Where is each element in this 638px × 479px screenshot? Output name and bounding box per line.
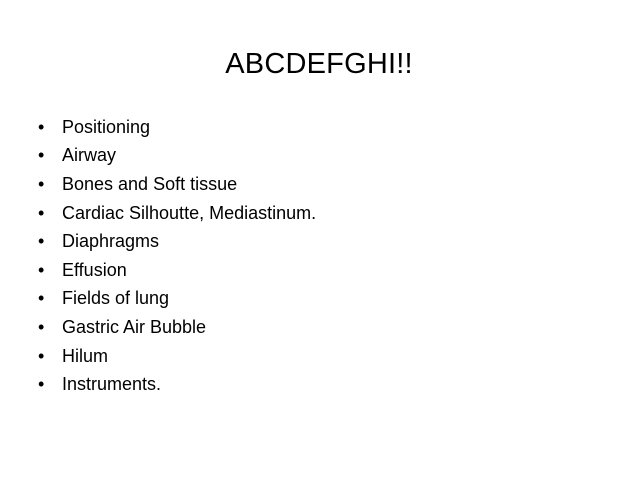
list-item-text: Positioning — [62, 116, 151, 137]
list-item — [38, 113, 316, 142]
bullet-icon: • — [38, 173, 45, 194]
bullet-icon: • — [38, 202, 45, 223]
list-item — [38, 227, 316, 256]
list-item-text: Diaphragms — [62, 231, 160, 252]
bullet-icon: • — [38, 116, 45, 137]
list-item-text: Bones and Soft tissue — [62, 173, 238, 194]
list-item-text: Cardiac Silhoutte, Mediastinum. — [62, 202, 317, 223]
bullet-icon: • — [38, 259, 45, 280]
list-item-text: Hilum — [62, 345, 109, 366]
slide-title: ABCDEFGHI!! — [225, 48, 413, 80]
list-item — [38, 342, 316, 371]
bullet-icon: • — [38, 231, 45, 252]
list-item-text: Effusion — [62, 259, 127, 280]
list-item — [38, 199, 316, 228]
bullet-icon: • — [38, 316, 45, 337]
list-item-text: Airway — [62, 145, 117, 166]
list-item — [38, 313, 316, 342]
bullet-icon: • — [38, 374, 45, 395]
list-item — [38, 142, 316, 171]
list-item — [38, 170, 316, 199]
bullet-icon: • — [38, 345, 45, 366]
list-item-text: Instruments. — [62, 374, 162, 395]
bullet-list — [38, 113, 316, 399]
list-item — [38, 256, 316, 285]
bullet-icon: • — [38, 145, 45, 166]
list-item-text: Fields of lung — [62, 288, 170, 309]
bullet-icon: • — [38, 288, 45, 309]
list-item-text: Gastric Air Bubble — [62, 316, 207, 337]
list-item — [38, 370, 316, 399]
list-item — [38, 285, 316, 314]
